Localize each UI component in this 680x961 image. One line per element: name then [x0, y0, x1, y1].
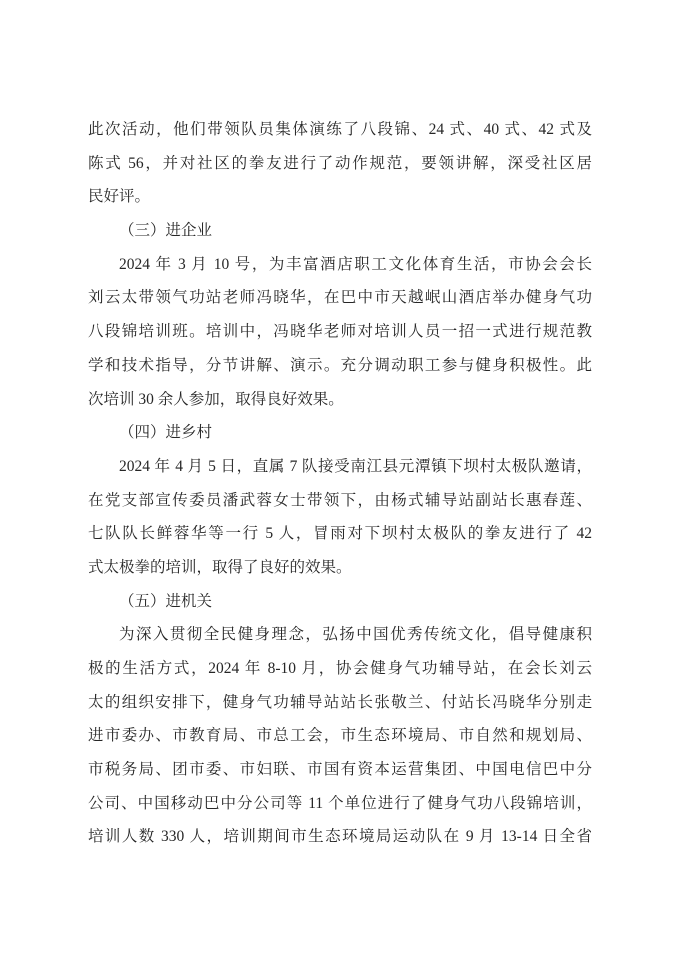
heading-section-3-enterprises: [88, 214, 592, 248]
heading-section-4-villages: [88, 416, 592, 450]
text-line: 为深入贯彻全民健身理念，弘扬中国优秀传统文化，倡导健康积: [119, 626, 592, 644]
paragraph-enterprise-training: [88, 248, 592, 416]
text-line: 培训人数 330 人，培训期间市生态环境局运动队在 9 月 13-14 日全省: [88, 828, 592, 846]
text-line: 在党支部宣传委员潘武蓉女士带领下，由杨式辅导站副站长惠春莲、: [88, 491, 592, 509]
section-heading-line: （四）进乡村: [119, 424, 213, 442]
paragraph-village-training: [88, 450, 592, 585]
section-heading-line: （三）进企业: [119, 222, 213, 240]
section-heading-line: （五）进机关: [119, 592, 213, 610]
text-line: 学和技术指导，分节讲解、演示。充分调动职工参与健身积极性。此: [88, 356, 592, 374]
text-line: 此次活动，他们带领队员集体演练了八段锦、24 式、40 式、42 式及: [88, 121, 592, 138]
text-line: 公司、中国移动巴中分公司等 11 个单位进行了健身气功八段锦培训，: [88, 794, 592, 812]
text-line: 2024 年 4 月 5 日，直属 7 队接受南江县元潭镇下坝村太极队邀请，: [119, 457, 592, 475]
text-line: 进市委办、市教育局、市总工会，市生态环境局、市自然和规划局、: [88, 727, 592, 745]
text-line: 七队队长鲜蓉华等一行 5 人，冒雨对下坝村太极队的拳友进行了 42: [88, 525, 592, 543]
paragraph-community-activity: [88, 113, 592, 214]
text-line: 2024 年 3 月 10 号，为丰富酒店职工文化体育生活，市协会会长: [119, 255, 592, 273]
text-line: 八段锦培训班。培训中，冯晓华老师对培训人员一招一式进行规范教: [88, 323, 592, 341]
text-line: 太的组织安排下，健身气功辅导站站长张敬兰、付站长冯晓华分别走: [88, 693, 592, 711]
document-body: [88, 113, 592, 854]
heading-section-5-agencies: [88, 585, 592, 619]
text-line: 次培训 30 余人参加，取得良好效果。: [88, 390, 344, 408]
text-line: 市税务局、团市委、市妇联、市国有资本运营集团、中国电信巴中分: [88, 761, 592, 779]
text-line: 民好评。: [88, 188, 151, 206]
text-line: 极的生活方式，2024 年 8-10 月，协会健身气功辅导站，在会长刘云: [88, 660, 592, 677]
text-line: 陈式 56，并对社区的拳友进行了动作规范，要领讲解，深受社区居: [88, 154, 592, 172]
paragraph-agency-training: [88, 618, 592, 854]
text-line: 刘云太带领气功站老师冯晓华，在巴中市天越岷山酒店举办健身气功: [88, 289, 592, 307]
text-line: 式太极拳的培训，取得了良好的效果。: [88, 558, 352, 576]
